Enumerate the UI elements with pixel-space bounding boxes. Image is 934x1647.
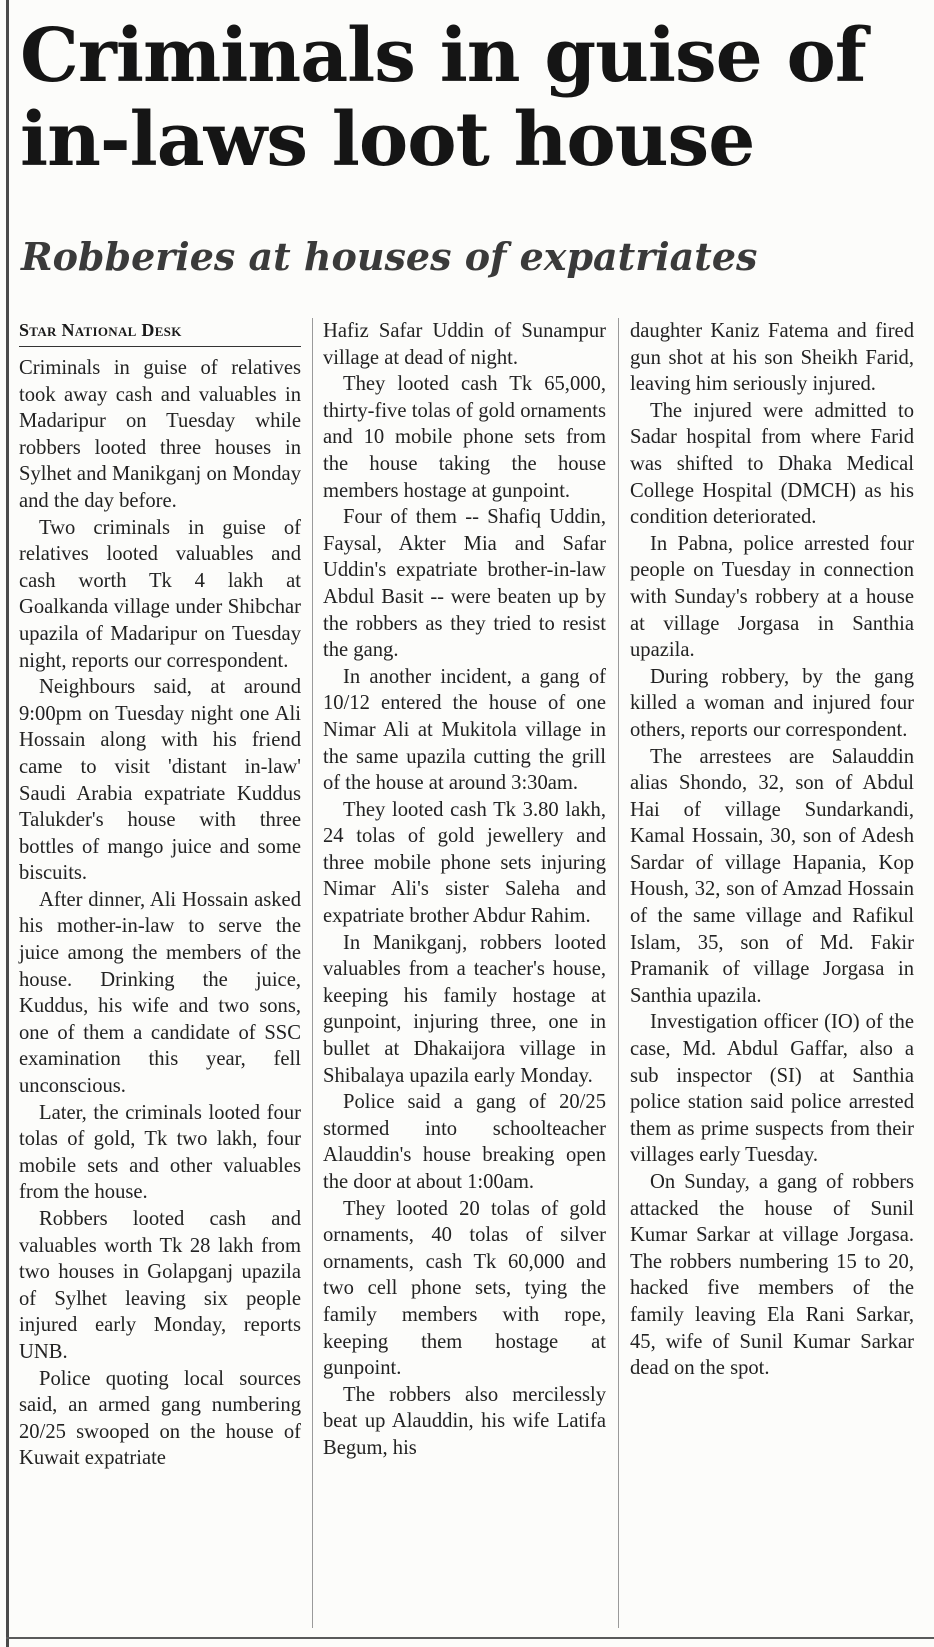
- paragraph: The robbers also mercilessly beat up Alauddin, his wife Latifa Begum, his: [323, 1383, 606, 1459]
- paragraph: On Sunday, a gang of robbers attacked the house of Sunil Kumar Sarkar at village Jorgasa. The robbers numbering 15 to 20, hacked five members of the family leaving Ela Rani Sarkar, 45, wife of Sunil Kumar Sarkar dead on the spot.: [630, 1171, 914, 1380]
- paragraph: Four of them -- Shafiq Uddin, Faysal, Akter Mia and Safar Uddin's expatriate brother-in-law Abdul Basit -- were beaten up by the robbers as they tried to resist the gang.: [323, 506, 606, 662]
- byline-rule: [19, 346, 301, 347]
- paragraph: Investigation officer (IO) of the case, Md. Abdul Gaffar, also a sub inspector (SI) at Santhia police station said police arrested them as prime suspects from their villages early Tuesday.: [630, 1011, 914, 1167]
- paragraph: Two criminals in guise of relatives looted valuables and cash worth Tk 4 lakh at Goalkanda village under Shibchar upazila of Madaripur on Tuesday night, reports our correspondent.: [19, 516, 301, 672]
- paragraph: In Manikganj, robbers looted valuables from a teacher's house, keeping his family hostage at gunpoint, injuring three, one in bullet at Dhakaijora village in Shibalaya upazila early Monday.: [323, 931, 606, 1087]
- paragraph: After dinner, Ali Hossain asked his mother-in-law to serve the juice among the members of the house. Drinking the juice, Kuddus, his wife and two sons, one of them a candidate of SSC examination this year, fell unconscious.: [19, 888, 301, 1098]
- paragraph: Police said a gang of 20/25 stormed into schoolteacher Alauddin's house breaking open the door at about 1:00am.: [323, 1091, 606, 1193]
- subheadline: Robberies at houses of expatriates: [21, 234, 758, 279]
- paragraph: The arrestees are Salauddin alias Shondo, 32, son of Abdul Hai of village Sundarkandi, Kamal Hossain, 30, son of Adesh Sardar of village Hapania, Kop Housh, 32, son of Amzad Hossain of the same village and Rafikul Islam, 35, son of Md. Fakir Pramanik of village Jorgasa in Santhia upazila.: [630, 745, 914, 1007]
- paragraph: During robbery, by the gang killed a woman and injured four others, reports our correspondent.: [630, 665, 914, 741]
- paragraph: Later, the criminals looted four tolas of gold, Tk two lakh, four mobile sets and other valuables from the house.: [19, 1101, 301, 1204]
- paragraph: They looted cash Tk 65,000, thirty-five tolas of gold ornaments and 10 mobile phone sets from the house taking the house members hostage at gunpoint.: [323, 373, 606, 502]
- article-column-3: [630, 318, 914, 1382]
- paragraph: daughter Kaniz Fatema and fired gun shot at his son Sheikh Farid, leaving him seriously injured.: [630, 320, 914, 396]
- paragraph: They looted 20 tolas of gold ornaments, 40 tolas of silver ornaments, cash Tk 60,000 and two cell phone sets, tying the family members with rope, keeping them hostage at gunpoint.: [323, 1197, 606, 1380]
- paragraph: Police quoting local sources said, an armed gang numbering 20/25 swooped on the house of Kuwait expatriate: [19, 1367, 301, 1470]
- paragraph: They looted cash Tk 3.80 lakh, 24 tolas of gold jewellery and three mobile phone sets injuring Nimar Ali's sister Saleha and expatriate brother Abdur Rahim.: [323, 798, 606, 928]
- paragraph: Hafiz Safar Uddin of Sunampur village at dead of night.: [323, 320, 606, 369]
- paragraph: The injured were admitted to Sadar hospital from where Farid was shifted to Dhaka Medical College Hospital (DMCH) as his condition deteriorated.: [630, 399, 914, 529]
- byline: Star National Desk: [19, 320, 182, 340]
- article-column-2: [323, 318, 606, 1462]
- headline-line-2: in-laws loot house: [20, 97, 755, 183]
- left-border-rule: [6, 0, 9, 1647]
- paragraph: In another incident, a gang of 10/12 entered the house of one Nimar Ali at Mukitola village in the same upazila cutting the grill of the house at around 3:30am.: [323, 665, 606, 795]
- headline: [20, 14, 925, 182]
- paragraph: Criminals in guise of relatives took away cash and valuables in Madaripur on Tuesday while robbers looted three houses in Sylhet and Manikganj on Monday and the day before.: [19, 357, 301, 512]
- paragraph: Robbers looted cash and valuables worth Tk 28 lakh from two houses in Golapganj upazila of Sylhet leaving six people injured early Monday, reports UNB.: [19, 1208, 301, 1363]
- paragraph: Neighbours said, at around 9:00pm on Tuesday night one Ali Hossain along with his friend came to visit 'distant in-law' Saudi Arabia expatriate Kuddus Talukder's house with three bottles of mango juice and some biscuits.: [19, 676, 301, 885]
- headline-line-1: Criminals in guise of: [20, 13, 866, 99]
- column-divider: [312, 318, 313, 1628]
- article-column-1: [19, 318, 301, 1472]
- bottom-border-rule: [6, 1637, 934, 1639]
- paragraph: In Pabna, police arrested four people on Tuesday in connection with Sunday's robbery at a house at village Jorgasa in Santhia upazila.: [630, 532, 914, 662]
- column-divider: [618, 318, 619, 1628]
